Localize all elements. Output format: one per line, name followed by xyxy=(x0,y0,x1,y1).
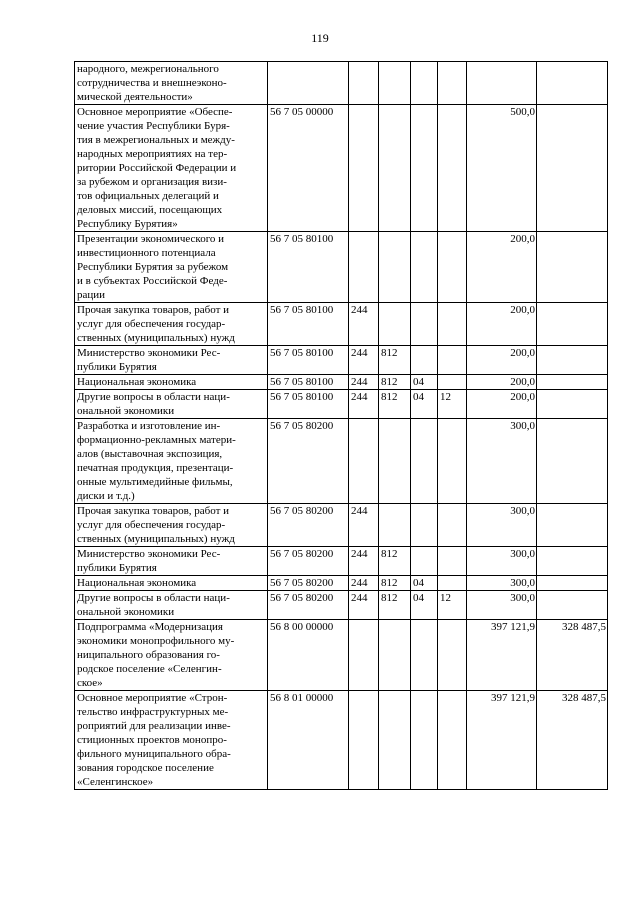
table-row xyxy=(75,303,608,346)
expense-type-code-cell: 244 xyxy=(349,576,379,591)
budget-table xyxy=(74,61,608,790)
target-article-code-cell: 56 7 05 80200 xyxy=(268,419,349,504)
target-article-code-cell: 56 8 01 00000 xyxy=(268,691,349,790)
row-name-cell: Национальная экономика xyxy=(75,375,268,390)
subsection-code-cell xyxy=(438,691,467,790)
amount-year-2-cell xyxy=(537,62,608,105)
table-row xyxy=(75,375,608,390)
ministry-code-cell: 812 xyxy=(379,547,411,576)
subsection-code-cell xyxy=(438,105,467,232)
row-name-cell: Презентации экономического и инвестиционного потенциала Республики Бурятия за рубежом и в субъектах Российской Феде- рации xyxy=(75,232,268,303)
amount-year-1-cell: 300,0 xyxy=(467,591,537,620)
target-article-code-cell: 56 7 05 80100 xyxy=(268,346,349,375)
subsection-code-cell: 12 xyxy=(438,390,467,419)
row-name-cell: Прочая закупка товаров, работ и услуг для обеспечения государ- ственных (муниципальных) нужд xyxy=(75,504,268,547)
table-row xyxy=(75,105,608,232)
amount-year-1-cell: 200,0 xyxy=(467,375,537,390)
section-code-cell: 04 xyxy=(411,576,438,591)
amount-year-2-cell xyxy=(537,105,608,232)
amount-year-1-cell: 200,0 xyxy=(467,232,537,303)
ministry-code-cell xyxy=(379,691,411,790)
expense-type-code-cell xyxy=(349,691,379,790)
section-code-cell: 04 xyxy=(411,375,438,390)
subsection-code-cell xyxy=(438,620,467,691)
section-code-cell xyxy=(411,346,438,375)
target-article-code-cell: 56 7 05 80100 xyxy=(268,232,349,303)
row-name-cell: Другие вопросы в области наци- ональной экономики xyxy=(75,591,268,620)
row-name-cell: Основное мероприятие «Обеспе- чение участия Республики Буря- тия в межрегиональных и между- народных мероприятиях на тер- ритории Российской Федерации и за рубежом и организация визи- тов официальных делегаций и деловых миссий, посещающих Республику Бурятия» xyxy=(75,105,268,232)
ministry-code-cell xyxy=(379,62,411,105)
target-article-code-cell: 56 7 05 80200 xyxy=(268,576,349,591)
ministry-code-cell xyxy=(379,303,411,346)
ministry-code-cell: 812 xyxy=(379,390,411,419)
row-name-cell: Прочая закупка товаров, работ и услуг для обеспечения государ- ственных (муниципальных) нужд xyxy=(75,303,268,346)
subsection-code-cell xyxy=(438,346,467,375)
target-article-code-cell: 56 8 00 00000 xyxy=(268,620,349,691)
subsection-code-cell xyxy=(438,576,467,591)
subsection-code-cell xyxy=(438,375,467,390)
expense-type-code-cell xyxy=(349,232,379,303)
ministry-code-cell xyxy=(379,232,411,303)
section-code-cell xyxy=(411,62,438,105)
subsection-code-cell xyxy=(438,232,467,303)
table-row xyxy=(75,232,608,303)
expense-type-code-cell: 244 xyxy=(349,547,379,576)
row-name-cell: Разработка и изготовление ин- формационно-рекламных матери- алов (выставочная экспозиция, печатная продукция, презентаци- онные мультимедийные фильмы, диски и т.д.) xyxy=(75,419,268,504)
table-row xyxy=(75,419,608,504)
table-row xyxy=(75,62,608,105)
amount-year-1-cell xyxy=(467,62,537,105)
table-row xyxy=(75,547,608,576)
section-code-cell xyxy=(411,232,438,303)
expense-type-code-cell xyxy=(349,419,379,504)
amount-year-1-cell: 200,0 xyxy=(467,390,537,419)
row-name-cell: Подпрограмма «Модернизация экономики монопрофильного му- ниципального образования го- родское поселение «Селенгин- ское» xyxy=(75,620,268,691)
ministry-code-cell: 812 xyxy=(379,591,411,620)
amount-year-2-cell xyxy=(537,591,608,620)
amount-year-2-cell: 328 487,5 xyxy=(537,691,608,790)
amount-year-1-cell: 300,0 xyxy=(467,419,537,504)
ministry-code-cell: 812 xyxy=(379,375,411,390)
section-code-cell xyxy=(411,303,438,346)
table-row xyxy=(75,346,608,375)
amount-year-1-cell: 200,0 xyxy=(467,303,537,346)
amount-year-1-cell: 300,0 xyxy=(467,547,537,576)
amount-year-2-cell xyxy=(537,504,608,547)
subsection-code-cell xyxy=(438,504,467,547)
table-row xyxy=(75,576,608,591)
amount-year-1-cell: 397 121,9 xyxy=(467,620,537,691)
target-article-code-cell xyxy=(268,62,349,105)
target-article-code-cell: 56 7 05 80200 xyxy=(268,547,349,576)
target-article-code-cell: 56 7 05 80200 xyxy=(268,591,349,620)
ministry-code-cell xyxy=(379,620,411,691)
section-code-cell xyxy=(411,547,438,576)
target-article-code-cell: 56 7 05 80100 xyxy=(268,375,349,390)
subsection-code-cell xyxy=(438,62,467,105)
amount-year-2-cell xyxy=(537,390,608,419)
table-body xyxy=(75,62,608,790)
amount-year-2-cell xyxy=(537,232,608,303)
expense-type-code-cell: 244 xyxy=(349,591,379,620)
row-name-cell: Министерство экономики Рес- публики Бурятия xyxy=(75,346,268,375)
row-name-cell: Министерство экономики Рес- публики Бурятия xyxy=(75,547,268,576)
expense-type-code-cell: 244 xyxy=(349,504,379,547)
subsection-code-cell: 12 xyxy=(438,591,467,620)
row-name-cell: народного, межрегионального сотрудничества и внешнеэконо- мической деятельности» xyxy=(75,62,268,105)
expense-type-code-cell xyxy=(349,105,379,232)
expense-type-code-cell xyxy=(349,62,379,105)
subsection-code-cell xyxy=(438,303,467,346)
row-name-cell: Основное мероприятие «Строн- тельство инфраструктурных ме- роприятий для реализации инве- стиционных проектов монопро- фильного муниципального обра- зования городское поселение «Селенгинское» xyxy=(75,691,268,790)
table-row xyxy=(75,390,608,419)
section-code-cell xyxy=(411,419,438,504)
amount-year-1-cell: 200,0 xyxy=(467,346,537,375)
ministry-code-cell xyxy=(379,504,411,547)
amount-year-2-cell: 328 487,5 xyxy=(537,620,608,691)
subsection-code-cell xyxy=(438,547,467,576)
amount-year-1-cell: 500,0 xyxy=(467,105,537,232)
target-article-code-cell: 56 7 05 80100 xyxy=(268,303,349,346)
target-article-code-cell: 56 7 05 00000 xyxy=(268,105,349,232)
expense-type-code-cell: 244 xyxy=(349,390,379,419)
section-code-cell xyxy=(411,504,438,547)
table-row xyxy=(75,591,608,620)
ministry-code-cell: 812 xyxy=(379,346,411,375)
section-code-cell xyxy=(411,620,438,691)
section-code-cell xyxy=(411,691,438,790)
section-code-cell: 04 xyxy=(411,591,438,620)
ministry-code-cell xyxy=(379,419,411,504)
table-row xyxy=(75,691,608,790)
target-article-code-cell: 56 7 05 80200 xyxy=(268,504,349,547)
section-code-cell: 04 xyxy=(411,390,438,419)
expense-type-code-cell: 244 xyxy=(349,303,379,346)
row-name-cell: Другие вопросы в области наци- ональной экономики xyxy=(75,390,268,419)
amount-year-1-cell: 300,0 xyxy=(467,576,537,591)
subsection-code-cell xyxy=(438,419,467,504)
amount-year-1-cell: 397 121,9 xyxy=(467,691,537,790)
amount-year-1-cell: 300,0 xyxy=(467,504,537,547)
amount-year-2-cell xyxy=(537,576,608,591)
ministry-code-cell xyxy=(379,105,411,232)
target-article-code-cell: 56 7 05 80100 xyxy=(268,390,349,419)
row-name-cell: Национальная экономика xyxy=(75,576,268,591)
ministry-code-cell: 812 xyxy=(379,576,411,591)
amount-year-2-cell xyxy=(537,547,608,576)
amount-year-2-cell xyxy=(537,303,608,346)
amount-year-2-cell xyxy=(537,346,608,375)
amount-year-2-cell xyxy=(537,419,608,504)
amount-year-2-cell xyxy=(537,375,608,390)
page-number: 119 xyxy=(311,31,329,45)
expense-type-code-cell xyxy=(349,620,379,691)
expense-type-code-cell: 244 xyxy=(349,346,379,375)
table-row xyxy=(75,504,608,547)
expense-type-code-cell: 244 xyxy=(349,375,379,390)
table-row xyxy=(75,620,608,691)
section-code-cell xyxy=(411,105,438,232)
